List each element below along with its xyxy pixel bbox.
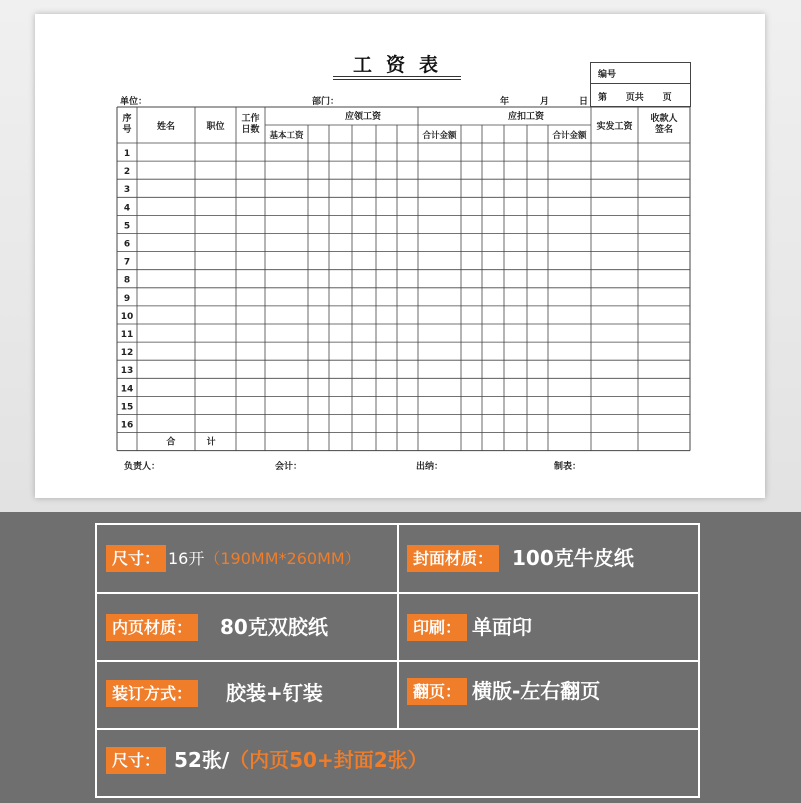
row-number: 1: [123, 149, 131, 159]
cashier-label: 出纳：: [416, 462, 444, 472]
dept-label: 部门：: [312, 97, 340, 107]
row-number: 4: [123, 203, 131, 214]
row-number: 12: [120, 348, 134, 359]
spec-print-value: 单面印: [472, 615, 532, 639]
spec-page-turn-value: 横版-左右翻页: [472, 679, 601, 703]
spec-binding-label: 装订方式：: [106, 680, 198, 707]
spec-grid-line: [698, 523, 700, 798]
header-position: 职位: [206, 122, 225, 132]
row-number: 5: [123, 221, 131, 232]
header-base-wage: 基本工资: [269, 131, 304, 141]
row-number: 16: [120, 420, 134, 431]
code-label: 编号: [598, 70, 617, 80]
row-number: 15: [120, 402, 134, 413]
header-seq: 号: [122, 125, 132, 135]
header-deduction-total: 合计金额: [552, 131, 587, 141]
row-number: 11: [120, 330, 134, 340]
row-number: 6: [123, 239, 131, 250]
total-row-label: 合 计: [166, 437, 216, 448]
preparer-label: 制表：: [554, 462, 582, 472]
header-workdays: 工作: [241, 114, 260, 124]
spec-inner-material-label: 内页材质：: [106, 614, 198, 641]
row-number: 13: [120, 366, 134, 377]
header-signature: 签名: [654, 125, 674, 135]
row-number: 3: [123, 185, 131, 196]
spec-cover-material-value: 100克牛皮纸: [512, 546, 634, 570]
spec-page-turn-label: 翻页：: [407, 678, 467, 705]
header-payable-total: 合计金额: [422, 131, 457, 141]
spec-binding-value: 胶装+钉装: [226, 681, 323, 705]
month-label: 月: [540, 97, 550, 107]
year-label: 年: [500, 97, 510, 107]
spec-inner-material-value: 80克双胶纸: [220, 615, 328, 639]
row-number: 14: [120, 384, 134, 395]
spec-grid-line: [95, 796, 700, 798]
spec-sheets-value: 52张/（内页50+封面2张）: [174, 748, 428, 772]
header-workdays: 日数: [241, 125, 260, 135]
spec-size-label: 尺寸：: [106, 545, 166, 572]
row-number: 8: [123, 275, 131, 286]
spec-grid-line: [397, 523, 399, 730]
header-net-pay: 实发工资: [596, 122, 633, 132]
header-payable: 应领工资: [344, 112, 382, 122]
spec-cover-material-label: 封面材质：: [407, 545, 499, 572]
header-signature: 收款人: [650, 114, 678, 124]
accountant-label: 会计：: [275, 462, 303, 472]
row-number: 10: [120, 311, 134, 322]
spec-sheets-label: 尺寸：: [106, 747, 166, 774]
row-number: 9: [123, 293, 131, 304]
spec-size-value: 16开（190MM*260MM）: [168, 549, 361, 568]
responsible-label: 负责人：: [124, 462, 161, 472]
header-seq: 序: [122, 114, 132, 124]
row-number: 2: [123, 167, 131, 178]
day-label: 日: [579, 97, 589, 107]
row-number: 7: [123, 257, 131, 268]
spec-grid-line: [95, 523, 97, 798]
page-label: 第 页共 页: [598, 93, 672, 103]
spec-print-label: 印刷：: [407, 614, 467, 641]
form-title: 工资表: [353, 54, 453, 76]
header-name: 姓名: [156, 122, 176, 132]
header-deduction: 应扣工资: [507, 112, 545, 122]
unit-label: 单位：: [120, 97, 148, 107]
